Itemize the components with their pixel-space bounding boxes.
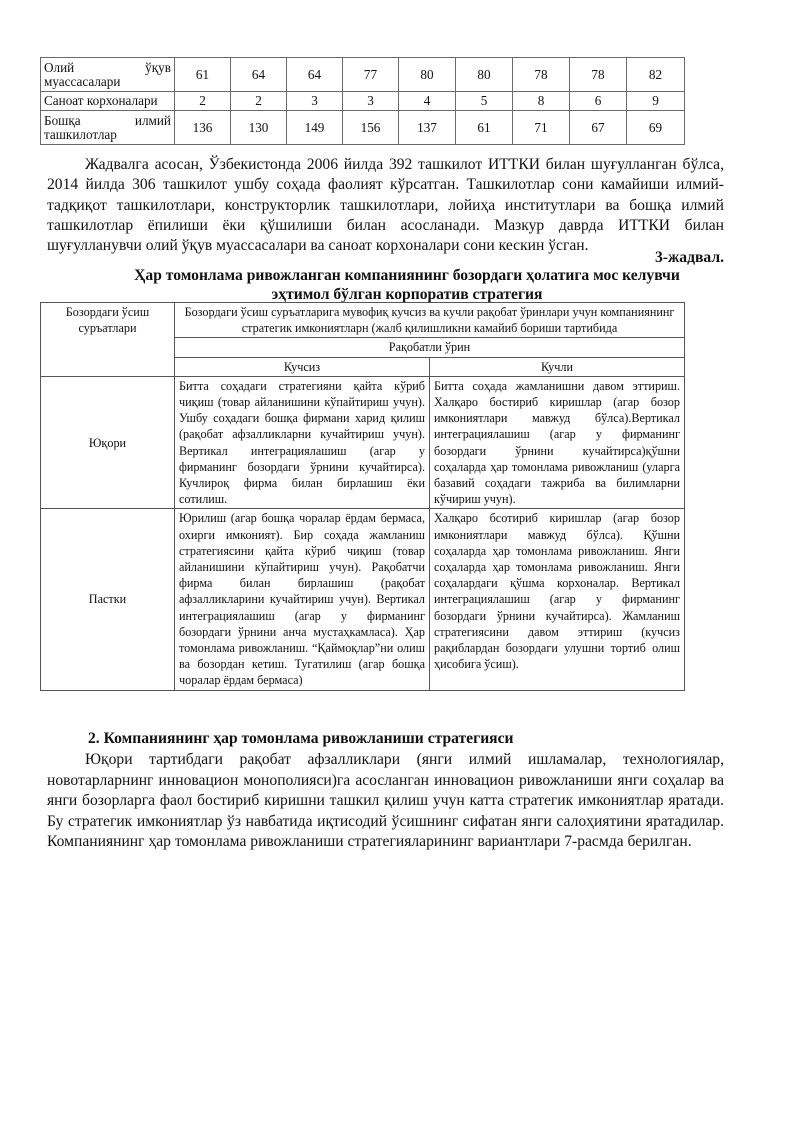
row-name: Олий ўқув муассасалари (41, 58, 175, 92)
table-cell: 3 (343, 92, 399, 111)
weak-position-header: Кучсиз (175, 357, 430, 376)
strong-strategy-cell: Халқаро бсотириб киришлар (агар бозор имкониятлари мавжуд бўлса). Қўшни соҳаларда ҳар томонлама ривожланиш. Янги соҳаларда ҳар томонлама ривожланиш. Янги соҳалардаги қўшма корхоналар. Вертикал интеграциялашиш (агар у фирманинг бозордаги ўрнини кучайтирса). Жамланиш стратегиясини давом эттириш (кучсиз рақиблардан бозордаги улушни тортиб олиш ҳисобига ўсиш). (430, 509, 685, 690)
table-cell: 69 (627, 111, 685, 145)
table-cell: 64 (287, 58, 343, 92)
table-cell: 136 (175, 111, 231, 145)
table-cell: 156 (343, 111, 399, 145)
strong-position-header: Кучли (430, 357, 685, 376)
table-cell: 64 (231, 58, 287, 92)
strong-strategy-cell: Битта соҳада жамланишни давом эттириш. Халқаро бостириб киришлар (агар бозор имкониятлари мавжуд бўлса).Вертикал интеграциялашиш (агар у фирманинг бозордаги ўрнини кучайтирса)қўшни соҳаларда ҳар томонлама ривожланиш (уларга базавий соҳадаги тажриба ва билимларни кўчириш учун). (430, 376, 685, 509)
growth-label: Пастки (41, 509, 175, 690)
weak-strategy-cell: Битта соҳадаги стратегияни қайта кўриб чиқиш (товар айланишини кўпайтириш учун). Ушбу соҳадаги бошқа фирмани харид қилиш (рақобат афзалликларни кучайтириш учун). Вертикал интеграциялашиш (агар у фирманинг бозордаги ўрнини кучайтирса). Кучлироқ фирма билан бирлашиш ёки сотилиш. (175, 376, 430, 509)
table-cell: 77 (343, 58, 399, 92)
table-title (47, 267, 767, 304)
table-cell: 130 (231, 111, 287, 145)
strategy-table (40, 302, 685, 691)
table-cell: 67 (570, 111, 627, 145)
table-cell: 2 (231, 92, 287, 111)
row-name: Бошқа илмий ташкилотлар (41, 111, 175, 145)
table-cell: 9 (627, 92, 685, 111)
growth-label: Юқори (41, 376, 175, 509)
table-row (41, 92, 685, 111)
competitive-position-header: Рақобатли ўрин (175, 338, 685, 357)
table-cell: 80 (456, 58, 513, 92)
table-row (41, 58, 685, 92)
table-cell: 5 (456, 92, 513, 111)
section-heading: 2. Компаниянинг ҳар томонлама ривожланиши стратегияси (88, 730, 514, 747)
table-cell: 137 (399, 111, 456, 145)
row-name: Саноат корхоналари (41, 92, 175, 111)
table-cell: 149 (287, 111, 343, 145)
table-cell: 61 (456, 111, 513, 145)
top-data-table (40, 57, 685, 145)
table-cell: 78 (513, 58, 570, 92)
table-cell: 2 (175, 92, 231, 111)
weak-strategy-cell: Юрилиш (агар бошқа чоралар ёрдам бермаса, охирги имконият). Бир соҳада жамланиш стратегиясини қайта кўриб чиқиш (товар айланишини кўпайтириш учун). Рақобатчи фирма билан бирлашиш (рақобат афзалликларини кучайтириш учун). Вертикал интеграциялашиш (агар у фирманинг бозордаги ўрнини анча мустаҳкамласа). Ҳар томонлама ривожланиш. “Қаймоқлар”ни олиш ва бозордан кетиш. Тугатилиш (агар бошқа чоралар ёрдам бермаса) (175, 509, 430, 690)
table-cell: 8 (513, 92, 570, 111)
table-cell: 6 (570, 92, 627, 111)
table-cell: 80 (399, 58, 456, 92)
table-row (41, 509, 685, 690)
table-cell: 78 (570, 58, 627, 92)
body-paragraph: Юқори тартибдаги рақобат афзалликлари (янги илмий ишламалар, технологиялар, новотарларнинг инновацион монополияси)га асосланган инновацион ривожланиши янги соҳалар ва янги бозорларга фаол бостириб киришни ташкил қилиш учун катта стратегик имкониятлар яратади. Бу стратегик имкониятлар ўз навбатида иқтисодий ўсишнинг сифатан янги салоҳиятини яратадилар. Компаниянинг ҳар томонлама ривожланиши стратегияларининг вариантлари 7-расмда берилган. (47, 751, 724, 850)
table-cell: 4 (399, 92, 456, 111)
table-cell: 82 (627, 58, 685, 92)
table-row (41, 111, 685, 145)
table-cell: 71 (513, 111, 570, 145)
body-paragraph: Жадвалга асосан, Ўзбекистонда 2006 йилда 392 ташкилот ИТТКИ билан шуғулланган бўлса, 2014 йилда 306 ташкилот ушбу соҳада фаолият кўрсатган. Ташкилотлар сони камайиши илмий-тадқиқот ташкилотлари, конструкторлик ташкилотлари, лойиҳа институтлари ва бошқа илмий ташкилотлар ёпилиши ёки қўшилиши билан асосланади. Мазкур даврда ИТТКИ билан шуғулланувчи олий ўқув муассасалари ва саноат корхоналари сони кескин ўсган. (47, 156, 724, 255)
table-title-line: Ҳар томонлама ривожланган компаниянинг бозордаги ҳолатига мос келувчи (134, 267, 680, 284)
table-title-line: эҳтимол бўлган корпоратив стратегия (271, 285, 543, 303)
table-cell: 61 (175, 58, 231, 92)
growth-rate-header: Бозордаги ўсиш суръатлари (41, 303, 175, 377)
table-header-row (41, 303, 685, 338)
strategic-options-header: Бозордаги ўсиш суръатларига мувофиқ кучсиз ва кучли рақобат ўринлари учун компаниянинг стратегик имкониятларн (жалб қилишликни камайиб бориши тартибида (175, 303, 685, 338)
table-cell: 3 (287, 92, 343, 111)
table-number: 3-жадвал. (655, 249, 724, 266)
table-row (41, 376, 685, 509)
